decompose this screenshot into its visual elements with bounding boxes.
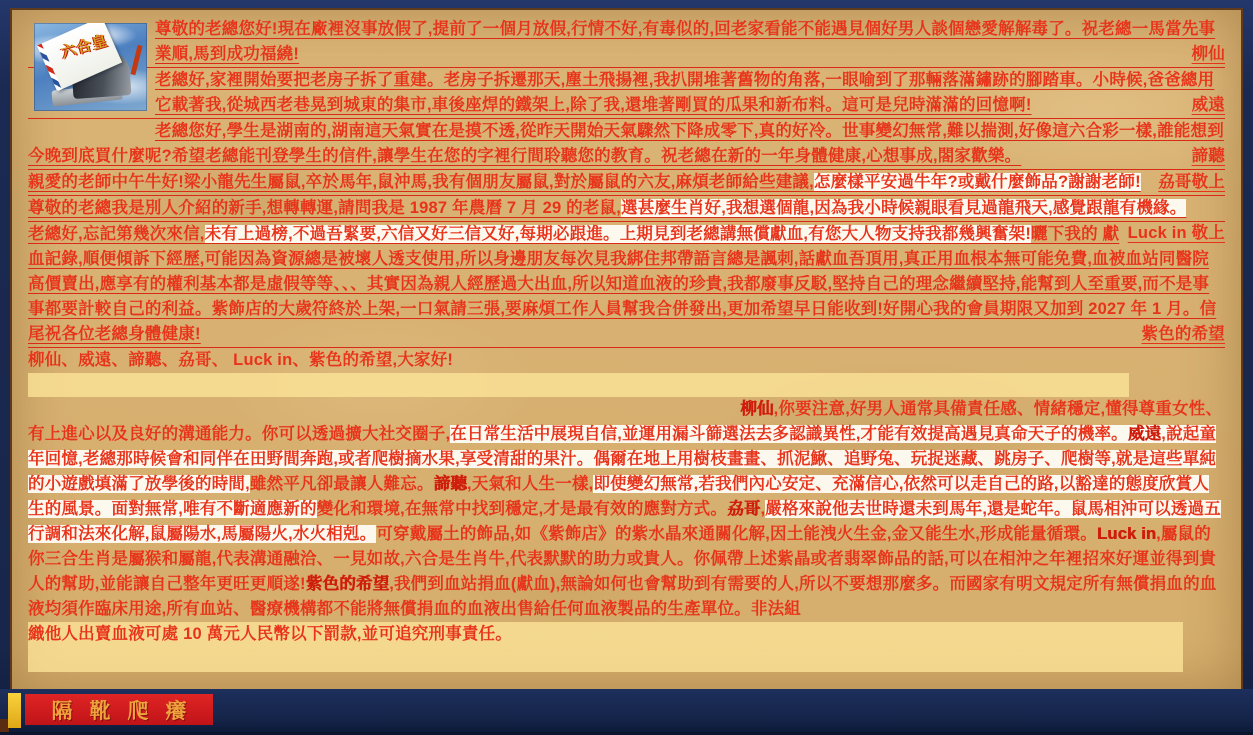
editor-reply-body	[28, 397, 1225, 622]
reader-letter	[28, 119, 1225, 170]
reader-letter	[28, 17, 1225, 68]
reader-name: 柳仙	[740, 400, 774, 418]
text-segment: 變化和環境,在無常中找到穩定,才是最有效的應對方式。	[316, 500, 728, 518]
text-segment: ,屬鼠的你三合生肖是屬猴和屬龍,代表溝通融洽、一見如故,六合是生肖牛,代表默默的助力或貴人。你佩帶上述紫晶或者翡翠飾品的話,可以在相沖之年裡招來好運並得到貴人的幫助,並能讓自己整年更旺更順遂!	[28, 525, 1217, 593]
text-segment: ,天氣和人生一樣,	[467, 475, 594, 493]
text-segment: 雖然平凡卻最讓人難忘。	[249, 475, 434, 493]
text-segment: 織他人出賣血液可處 10 萬元人民幣以下罰款,並可追究刑事責任。	[28, 625, 513, 643]
reader-name: Luck in	[1096, 525, 1157, 543]
section-title-banner	[25, 694, 213, 725]
letter-signature: 柳仙	[1191, 45, 1225, 63]
text-segment: ,我們到血站捐血(獻血),無論如何也會幫助到有需要的人,所以不要想那麼多。而國家有明文規定所有無償捐血的血液均須作臨床用途,所有血站、醫療機構都不能將無償捐血的血液出售給任何血液製品的生產單位。非法組	[28, 575, 1217, 618]
reader-letter	[28, 170, 1225, 196]
letter-signature: 威遠	[1191, 96, 1225, 114]
text-segment: 怎麼樣平安過牛年?或戴什麼飾品?謝謝老師!	[813, 173, 1141, 191]
text-segment: 老總您好,學生是湖南的,湖南這天氣實在是摸不透,從昨天開始天氣驟然下降成零下,真的好冷。世事變幻無常,難以揣測,好像這六合彩一樣,誰能想到今晚到底買什麼呢?希望老總能刊登學生的信件,讓學生在您的字裡行間聆聽您的教育。祝老總在新的一年身體健康,心想事成,閤家歡樂。	[28, 122, 1224, 165]
reader-letter	[28, 68, 1225, 119]
text-segment: ,	[760, 500, 766, 518]
text-segment: 可穿戴屬土的飾品,如《紫飾店》的紫水晶來通關化解,因土能洩火生金,金又能生水,形成能量循環。	[376, 525, 1097, 543]
highlight-gap-band	[28, 373, 1129, 397]
text-segment: 未有上過榜,不過吾緊要,六信又好三信又好,每期必跟進。上期見到老總講無償獻血,有您大人物支持我都幾興奮架!	[204, 225, 1032, 243]
letter-signature: Luck in 敬上	[1127, 224, 1225, 242]
text-segment: 曬下我的 獻血記錄,順便傾訴下經歷,可能因為資源總是被壞人透支使用,所以身邊朋友每次見我綁住邦帶語言總是諷刺,話獻血吾頂用,真正用血根本無可能免費,血被血站同醫院高價賣出,應享有的權利基本都是虛假等等、、、其實因為親人經歷過大出血,所以知道血液的珍貴,我都廢事反駁,堅持自己的理念繼續堅持,能幫到人至重要,而不是事事都要計較自己的利益。紫飾店的大歲符終於上架,一口氣請三張,要麻煩工作人員幫我合併發出,更加希望早日能收到!好開心我的會員期限又加到 2027 年 1 月。信尾祝各位老總身體健康!	[28, 225, 1217, 343]
text-segment: ,你要注意,好男人通常具備責任感、情緒穩定,懂得尊重女性、有上進心以及良好的溝通能力。你可以透過擴大社交圈子,	[28, 400, 1223, 443]
reply-greeting-line: 柳仙、威遠、諦聽、劦哥、 Luck in、紫色的希望,大家好!	[28, 351, 454, 369]
text-segment: 老總好,忘記第幾次來信,	[28, 225, 205, 243]
section-title-text: 隔靴爬癢	[51, 699, 204, 723]
text-segment: 在日常生活中展現自信,並運用漏斗篩選法去多認識異性,才能有效提高遇見真命天子的機率。	[450, 425, 1128, 443]
text-segment: 尊敬的老總您好!現在廠裡沒事放假了,提前了一個月放假,行情不好,有毒似的,回老家看能不能遇見個好男人談個戀愛解解毒了。祝老總一馬當先事業順,馬到成功福繞!	[155, 20, 1216, 63]
letter-signature: 諦聽	[1191, 147, 1225, 165]
reader-name: 威遠	[1127, 425, 1162, 443]
parchment-sheet	[10, 8, 1243, 692]
reader-letter	[28, 222, 1225, 348]
letters-content	[12, 10, 1241, 690]
text-segment: 選甚麼生肖好,我想選個龍,因為我小時候親眼看見過龍飛天,感覺跟龍有機緣。	[621, 199, 1187, 217]
editor-reply-tail	[28, 622, 1183, 647]
text-segment: 嚴格來說他去世時還未到馬年,還是蛇年。鼠馬相沖可以透過五行調和法來化解,鼠屬陽水,馬屬陽火,水火相剋。	[28, 500, 1221, 543]
reader-name: 劦哥	[727, 500, 761, 518]
envelope-brand-text: 六合皇	[59, 32, 110, 62]
text-segment: 老總好,家裡開始要把老房子拆了重建。老房子拆遷那天,塵土飛揚裡,我扒開堆著舊物的角落,一眼喻到了那輛落滿鏽跡的腳踏車。小時候,爸爸總用它載著我,從城西老巷晃到城東的集市,車後座焊的鐵架上,除了我,還堆著剛買的瓜果和新布料。這可是兒時滿滿的回憶啊!	[155, 71, 1215, 114]
text-segment: ,說起童年回憶,老總那時候會和同伴在田野間奔跑,或者爬樹摘水果,享受清甜的果汁。偶爾在地上用樹枝畫畫、抓泥鰍、追野兔、玩捉迷藏、跳房子、爬樹等,就是這些單純的小遊戲填滿了放學後的時間,	[28, 425, 1217, 493]
letter-signature: 紫色的希望	[1141, 325, 1225, 343]
reader-name: 諦聽	[433, 475, 467, 493]
text-segment: 親愛的老師中午牛好!梁小龍先生屬鼠,卒於馬年,鼠沖馬,我有個朋友屬鼠,對於屬鼠的六友,麻煩老師給些建議,	[28, 173, 814, 191]
bottom-bar	[0, 689, 1253, 735]
text-segment: 尊敬的老總我是別人介紹的新手,想轉轉運,請問我是 1987 年農曆 7 月 29 的老鼠,	[28, 199, 621, 217]
highlight-tail-band	[28, 622, 1183, 672]
letter-signature: 劦哥敬上	[1158, 173, 1225, 191]
page-edge-decoration	[8, 693, 21, 728]
reader-letters-section	[28, 17, 1225, 348]
mailbox-envelope-image	[34, 23, 147, 111]
mailbox-flag-icon	[130, 45, 142, 75]
reader-name: 紫色的希望	[305, 575, 390, 593]
text-segment: 即使變幻無常,若我們內心安定、充滿信心,依然可以走自己的路,以豁達的態度欣賞人生的風景。面對無常,唯有不斷適應新的	[28, 475, 1210, 518]
